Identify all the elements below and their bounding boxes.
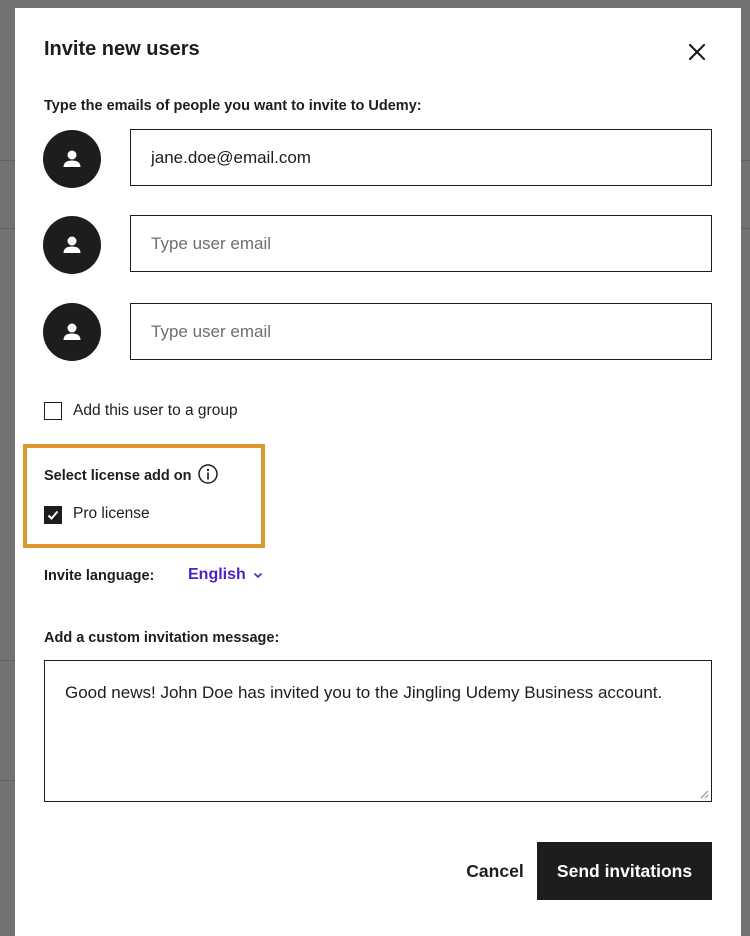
- user-avatar-icon: [43, 130, 101, 188]
- background-divider: [0, 228, 15, 229]
- background-divider: [741, 228, 750, 229]
- modal-title: Invite new users: [44, 38, 200, 60]
- user-avatar-icon: [43, 216, 101, 274]
- cancel-button[interactable]: Cancel: [445, 842, 545, 900]
- info-icon[interactable]: [197, 463, 219, 489]
- user-avatar-icon: [43, 303, 101, 361]
- add-to-group-checkbox[interactable]: [44, 402, 62, 420]
- add-to-group-label: Add this user to a group: [73, 402, 238, 419]
- license-heading-text: Select license add on: [44, 468, 192, 484]
- custom-message-text: Good news! John Doe has invited you to the Jingling Udemy Business account.: [65, 683, 663, 702]
- email-field-1[interactable]: [130, 129, 712, 186]
- send-invitations-button[interactable]: Send invitations: [537, 842, 712, 900]
- background-divider: [741, 160, 750, 161]
- pro-license-checkbox[interactable]: [44, 506, 62, 524]
- resize-handle-icon[interactable]: [697, 787, 709, 799]
- background-divider: [0, 660, 15, 661]
- close-icon[interactable]: [685, 40, 709, 64]
- custom-message-textarea[interactable]: [44, 660, 712, 802]
- invite-users-modal: [15, 8, 741, 936]
- emails-label: Type the emails of people you want to invite to Udemy:: [44, 98, 422, 114]
- license-highlight-box: [23, 444, 265, 548]
- email-field-2[interactable]: [130, 215, 712, 272]
- background-divider: [0, 780, 15, 781]
- email-field-3[interactable]: [130, 303, 712, 360]
- language-dropdown[interactable]: [188, 566, 264, 584]
- language-selected: English: [188, 566, 246, 583]
- license-heading: [44, 463, 219, 489]
- pro-license-label: Pro license: [73, 505, 150, 522]
- invite-language-label: Invite language:: [44, 568, 155, 584]
- background-divider: [0, 160, 15, 161]
- custom-message-label: Add a custom invitation message:: [44, 630, 280, 646]
- checkmark-icon: [46, 508, 60, 522]
- chevron-down-icon: [252, 569, 264, 581]
